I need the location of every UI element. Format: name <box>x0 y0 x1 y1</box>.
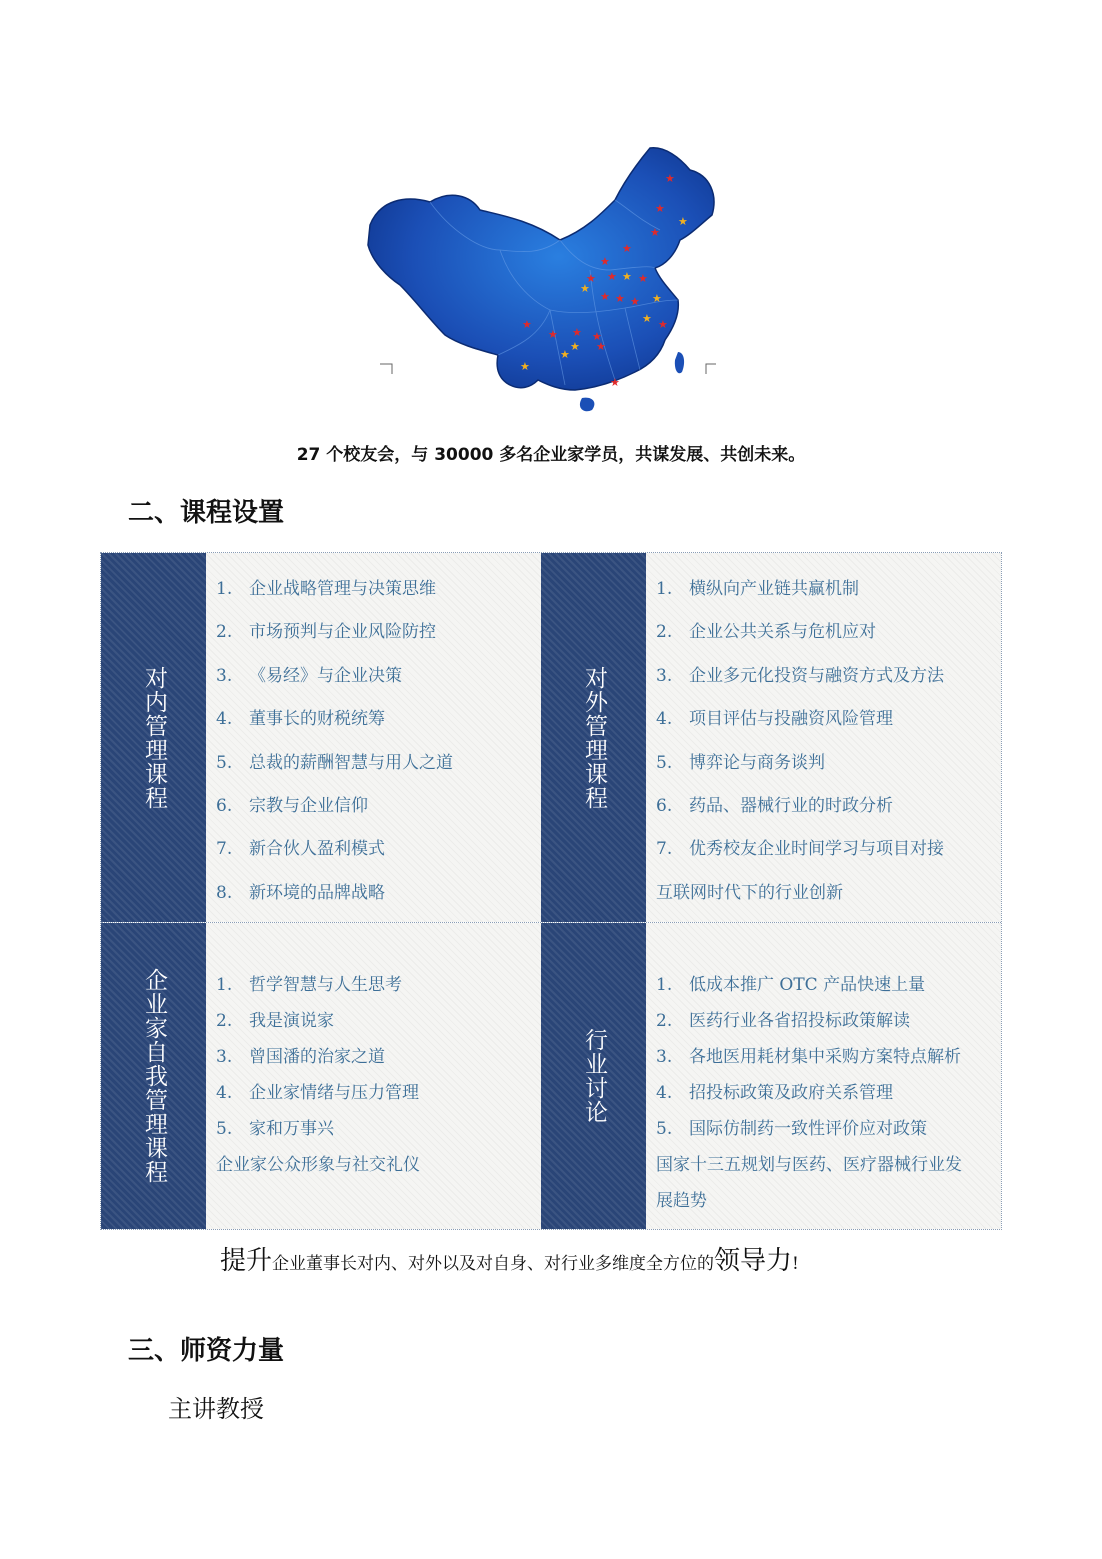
course-item <box>216 568 541 611</box>
course-item-number: 4. <box>216 1083 233 1103</box>
svg-text:★: ★ <box>572 326 582 339</box>
course-item-text: 各地医用耗材集中采购方案特点解析 <box>689 1047 961 1067</box>
tagline-part3: 领导力 <box>714 1246 793 1276</box>
svg-text:★: ★ <box>560 348 570 361</box>
course-item <box>216 1147 541 1183</box>
course-item-number: 2. <box>656 622 673 643</box>
course-item-text: 企业多元化投资与融资方式及方法 <box>689 665 944 686</box>
course-item <box>656 1075 1001 1111</box>
course-item-text: 国家十三五规划与医药、医疗器械行业发 <box>656 1155 962 1175</box>
svg-text:★: ★ <box>665 172 675 185</box>
course-item-text: 招投标政策及政府关系管理 <box>689 1083 893 1103</box>
svg-text:★: ★ <box>548 328 558 341</box>
svg-text:★: ★ <box>642 312 652 325</box>
svg-text:★: ★ <box>630 295 640 308</box>
map-corner-mark-right <box>706 364 716 374</box>
subheading-lecturers: 主讲教授 <box>168 1395 264 1423</box>
course-item-text: 新环境的品牌战略 <box>249 882 385 903</box>
course-item-number: 4. <box>656 709 673 730</box>
course-item-number: 1. <box>656 975 673 995</box>
course-item-text: 哲学智慧与人生思考 <box>249 975 402 995</box>
svg-text:★: ★ <box>615 292 625 305</box>
course-item <box>656 967 1001 1003</box>
course-table <box>100 552 1002 1230</box>
course-item <box>216 872 541 915</box>
course-item-number: 5. <box>216 752 233 773</box>
course-item-text: 优秀校友企业时间学习与项目对接 <box>689 839 944 860</box>
course-item-number: 5. <box>216 1119 233 1139</box>
course-item-text: 博弈论与商务谈判 <box>689 752 825 773</box>
course-item-number: 7. <box>656 839 673 860</box>
course-item-text: 企业公共关系与危机应对 <box>689 622 876 643</box>
course-item-text: 我是演说家 <box>249 1011 334 1031</box>
course-item-number: 2. <box>216 1011 233 1031</box>
course-item-number: 2. <box>216 622 233 643</box>
course-item-number: 4. <box>216 709 233 730</box>
course-list-inner <box>206 553 541 922</box>
course-item <box>656 742 1001 785</box>
svg-text:★: ★ <box>596 340 606 353</box>
course-item <box>656 1003 1001 1039</box>
course-item <box>216 655 541 698</box>
map-hainan-shape <box>580 398 594 412</box>
map-taiwan-shape <box>675 352 684 373</box>
course-item <box>656 568 1001 611</box>
course-item <box>656 1147 1001 1183</box>
svg-text:★: ★ <box>522 318 532 331</box>
course-item-number: 2. <box>656 1011 673 1031</box>
course-item-number: 3. <box>656 1047 673 1067</box>
course-item-number: 6. <box>656 795 673 816</box>
svg-text:★: ★ <box>652 292 662 305</box>
course-list-self <box>206 923 541 1229</box>
tagline-part1: 提升 <box>220 1246 273 1276</box>
course-item <box>656 785 1001 828</box>
svg-text:★: ★ <box>610 376 620 389</box>
course-item <box>656 872 1001 915</box>
course-item <box>216 1075 541 1111</box>
svg-text:★: ★ <box>586 272 596 285</box>
course-item-number: 3. <box>216 665 233 686</box>
course-item-text: 新合伙人盈利模式 <box>249 839 385 860</box>
svg-text:★: ★ <box>592 330 602 343</box>
course-item <box>656 828 1001 871</box>
course-item-number: 3. <box>216 1047 233 1067</box>
course-item-text: 项目评估与投融资风险管理 <box>689 709 893 730</box>
course-item <box>656 1183 1001 1219</box>
svg-text:★: ★ <box>607 270 617 283</box>
svg-text:★: ★ <box>658 318 668 331</box>
course-item <box>656 611 1001 654</box>
category-label-self: 企业家自我管理课程 <box>101 923 206 1229</box>
course-item-text: 药品、器械行业的时政分析 <box>689 795 893 816</box>
svg-text:★: ★ <box>600 255 610 268</box>
course-item-text: 宗教与企业信仰 <box>249 795 368 816</box>
course-list-industry <box>646 923 1001 1229</box>
course-item-number: 6. <box>216 795 233 816</box>
course-item-number: 1. <box>216 579 233 599</box>
course-item-text: 国际仿制药一致性评价应对政策 <box>689 1119 927 1139</box>
course-item-text: 低成本推广 OTC 产品快速上量 <box>689 975 926 995</box>
map-mainland-shape <box>368 148 714 390</box>
svg-text:★: ★ <box>678 215 688 228</box>
svg-text:★: ★ <box>638 272 648 285</box>
course-item-number: 7. <box>216 839 233 860</box>
course-item-text: 企业家公众形象与社交礼仪 <box>216 1155 420 1175</box>
course-item-text: 家和万事兴 <box>249 1119 334 1139</box>
svg-text:★: ★ <box>655 202 665 215</box>
course-item <box>216 611 541 654</box>
course-item-number: 4. <box>656 1083 673 1103</box>
course-item <box>656 1111 1001 1147</box>
course-item-text: 总裁的薪酬智慧与用人之道 <box>249 752 453 773</box>
map-corner-mark-left <box>380 364 392 374</box>
course-item-text: 曾国潘的治家之道 <box>249 1047 385 1067</box>
svg-text:★: ★ <box>622 270 632 283</box>
course-list-outer <box>646 553 1001 922</box>
svg-text:★: ★ <box>622 242 632 255</box>
map-caption: 27 个校友会，与 30000 多名企业家学员，共谋发展、共创未来。 <box>296 445 806 465</box>
course-item <box>216 698 541 741</box>
course-item-text: 医药行业各省招投标政策解读 <box>689 1011 910 1031</box>
svg-text:★: ★ <box>520 360 530 373</box>
course-item-text: 横纵向产业链共赢机制 <box>689 579 859 599</box>
course-item-number: 8. <box>216 882 233 903</box>
course-item <box>216 967 541 1003</box>
course-item <box>216 828 541 871</box>
svg-text:★: ★ <box>570 340 580 353</box>
course-item-text: 董事长的财税统筹 <box>249 709 385 730</box>
course-item-text: 《易经》与企业决策 <box>249 665 402 686</box>
tagline-part4: ! <box>792 1254 799 1274</box>
course-item <box>216 742 541 785</box>
tagline-part2: 企业董事长对内、对外以及对自身、对行业多维度全方位的 <box>272 1254 715 1274</box>
svg-text:★: ★ <box>600 290 610 303</box>
course-item-text: 企业战略管理与决策思维 <box>249 579 436 599</box>
svg-text:★: ★ <box>580 282 590 295</box>
course-item <box>656 698 1001 741</box>
course-item-number: 5. <box>656 752 673 773</box>
course-item <box>216 1039 541 1075</box>
category-label-inner: 对内管理课程 <box>101 553 206 922</box>
category-label-outer: 对外管理课程 <box>541 553 646 922</box>
course-item-number: 5. <box>656 1119 673 1139</box>
course-item <box>216 1111 541 1147</box>
china-map-illustration <box>360 140 730 420</box>
category-label-industry: 行业讨论 <box>541 923 646 1229</box>
section-heading-faculty: 三、师资力量 <box>128 1336 285 1366</box>
course-item-text: 互联网时代下的行业创新 <box>656 882 843 903</box>
course-item-number: 1. <box>216 975 233 995</box>
course-item-number: 1. <box>656 579 673 599</box>
course-item <box>216 1003 541 1039</box>
svg-text:★: ★ <box>650 226 660 239</box>
course-item-text: 展趋势 <box>656 1191 707 1211</box>
course-item <box>656 655 1001 698</box>
tagline <box>220 1240 799 1277</box>
course-item <box>656 1039 1001 1075</box>
course-item-text: 企业家情绪与压力管理 <box>249 1083 419 1103</box>
section-heading-courses: 二、课程设置 <box>128 498 285 528</box>
course-item-number: 3. <box>656 665 673 686</box>
course-item-text: 市场预判与企业风险防控 <box>249 622 436 643</box>
course-item <box>216 785 541 828</box>
